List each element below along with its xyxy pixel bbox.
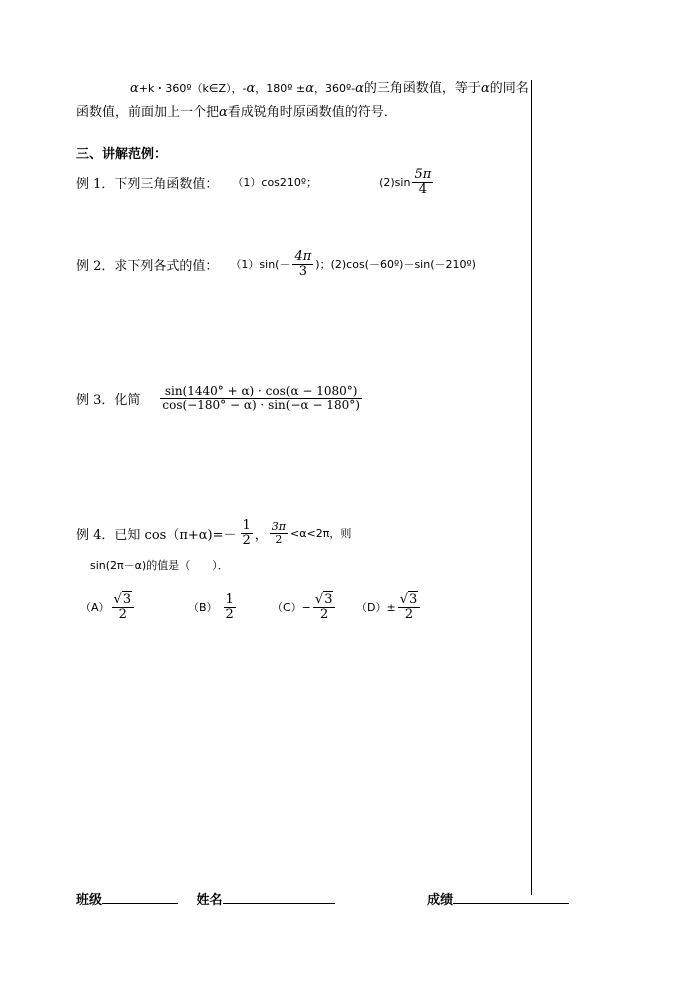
class-field[interactable] bbox=[102, 891, 178, 904]
name-label: 姓名 bbox=[196, 893, 223, 908]
example-4: 例 4．已知 cos（π+α)=－ $\frac{1}{2}$ ， $\frac{3\pi}{2}$ <α<2π，则 bbox=[76, 517, 352, 548]
score-field[interactable] bbox=[453, 891, 569, 904]
example-2-part-2: (2)cos(－60º)－sin(－210º) bbox=[330, 258, 476, 271]
example-1-label: 例 1．下列三角函数值： bbox=[76, 176, 219, 192]
footer bbox=[76, 889, 569, 908]
name-field[interactable] bbox=[223, 891, 335, 904]
intro-line-1: α+k・360º（k∈Z），-α，180º ±α，360º-α的三角函数值，等于α的同名 bbox=[130, 81, 529, 96]
margin-divider-line bbox=[531, 80, 532, 895]
score-label: 成绩 bbox=[427, 893, 454, 908]
intro-line-2: 函数值，前面加上一个把α看成锐角时原函数值的符号． bbox=[76, 105, 397, 120]
option-a: （A） $\frac{√3}{2}$ bbox=[80, 586, 136, 628]
option-d: （D）± $\frac{√3}{2}$ bbox=[356, 586, 422, 628]
example-4-label: 例 4．已知 cos（π+α)=－ bbox=[76, 527, 237, 543]
option-b: （B） $\frac{1}{2}$ bbox=[188, 591, 234, 622]
class-label: 班级 bbox=[76, 893, 103, 908]
example-2-label: 例 2．求下列各式的值： bbox=[76, 258, 219, 274]
example-2-fraction: $\frac{4\pi}{3}$ bbox=[294, 248, 312, 279]
example-3 bbox=[76, 376, 364, 420]
example-2: 例 2．求下列各式的值： （1）sin(－ $\frac{4\pi}{3}$ )； (2)cos(－60º)－sin(－210º) bbox=[76, 248, 476, 279]
example-1-fraction: $\frac{5\pi}{4}$ bbox=[414, 166, 432, 197]
example-1-part-2: (2)sin bbox=[379, 175, 411, 189]
example-3-fraction: $\frac{\sin(1440^\circ + \alpha) \cdot \cos(\alpha - 1080^\circ)}{\cos(-180^\circ - \alpha) \cdot \sin(-\alpha - 180^\circ)}$ bbox=[162, 383, 360, 412]
option-c: （C）− $\frac{√3}{2}$ bbox=[272, 586, 337, 628]
example-3-label: 例 3．化简 bbox=[76, 392, 141, 408]
example-1-part-1: （1）cos210º； bbox=[232, 176, 318, 189]
example-1 bbox=[76, 162, 435, 202]
section-title: 三、讲解范例： bbox=[76, 147, 168, 162]
example-4-question: sin(2π－α)的值是（ ）． bbox=[90, 559, 229, 572]
